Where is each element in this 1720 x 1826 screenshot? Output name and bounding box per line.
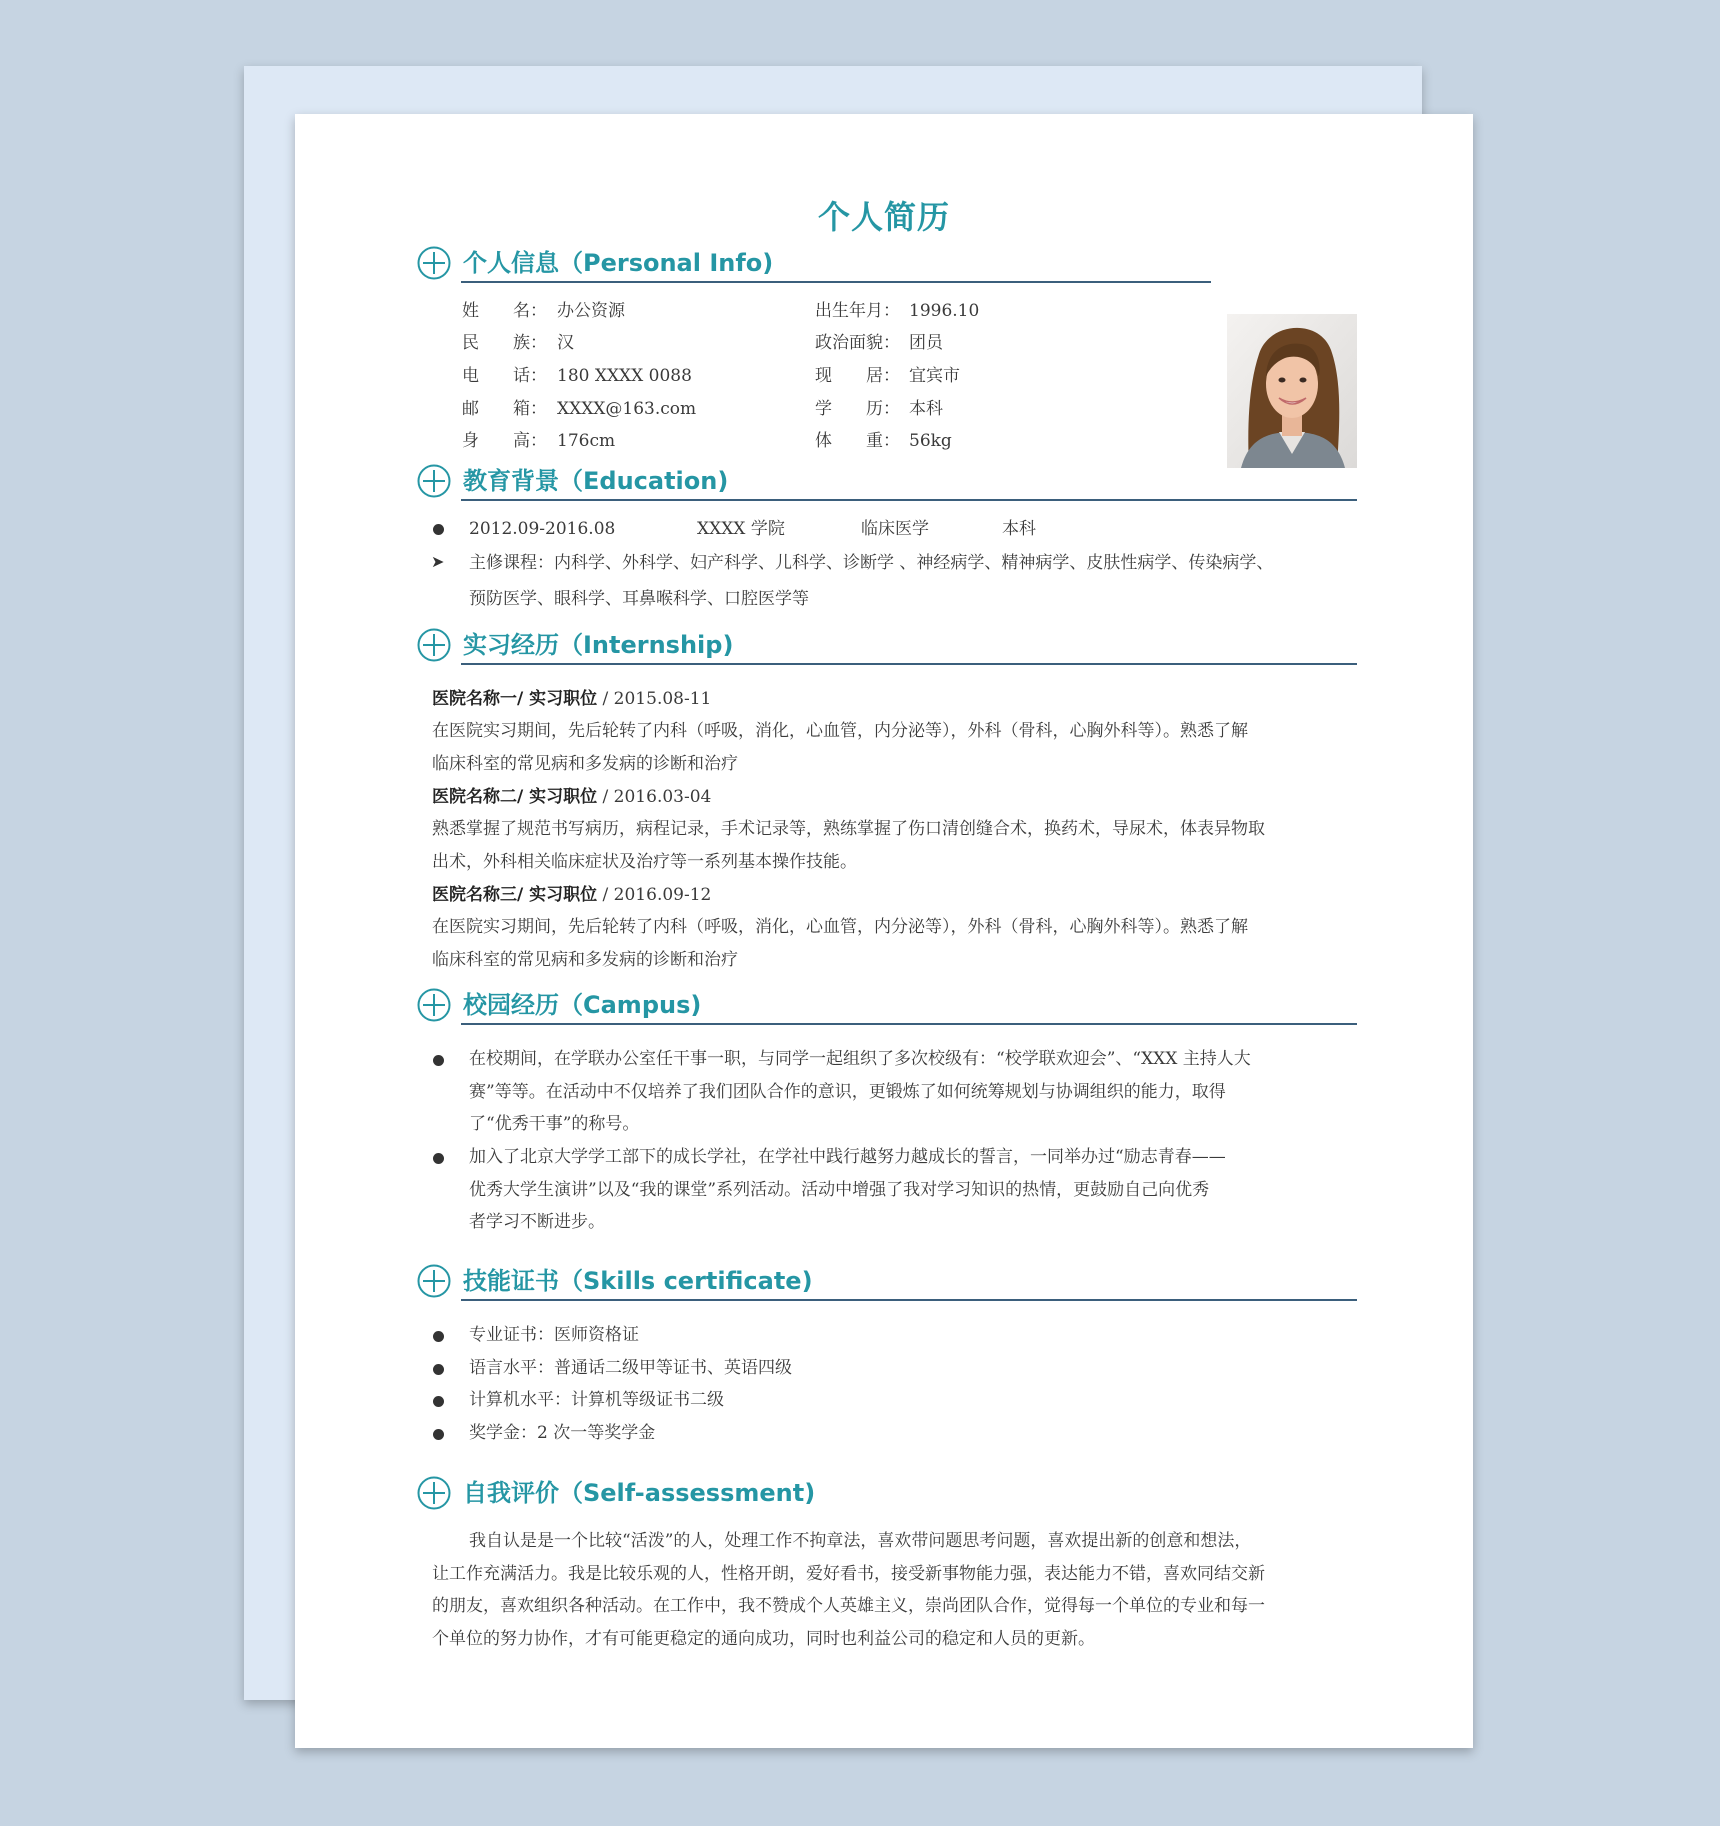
internship-date: / 2016.09-12 xyxy=(597,885,712,905)
label-residence: 现 居： xyxy=(815,366,900,386)
value-weight: 56kg xyxy=(909,431,952,451)
campus-item-line: 在校期间，在学联办公室任干事一职，与同学一起组织了多次校级有：“校学联欢迎会”、“XXX 主持人大 xyxy=(469,1049,1251,1069)
page-title: 个人简历 xyxy=(817,198,950,236)
internship-title: 医院名称三/ 实习职位 xyxy=(432,885,598,905)
edu-school: XXXX 学院 xyxy=(697,519,785,539)
value-residence: 宜宾市 xyxy=(909,366,960,386)
edu-period: 2012.09-2016.08 xyxy=(469,519,616,539)
section-rule xyxy=(461,499,1357,501)
value-height: 176cm xyxy=(557,431,616,451)
internship-heading xyxy=(432,688,711,710)
value-ethnicity: 汉 xyxy=(557,333,574,353)
circle-plus-icon xyxy=(417,246,451,280)
bullet-icon xyxy=(433,1396,444,1407)
internship-heading xyxy=(432,884,711,906)
value-political: 团员 xyxy=(909,333,943,353)
value-education-level: 本科 xyxy=(909,399,943,419)
section-title: 校园经历（Campus) xyxy=(463,991,702,1019)
internship-title: 医院名称二/ 实习职位 xyxy=(432,787,598,807)
bullet-icon xyxy=(433,1429,444,1440)
circle-plus-icon xyxy=(417,628,451,662)
campus-item-line: 赛”等等。在活动中不仅培养了我们团队合作的意识，更锻炼了如何统筹规划与协调组织的能力，取得 xyxy=(469,1082,1226,1102)
bullet-icon xyxy=(433,1153,444,1164)
edu-major: 临床医学 xyxy=(861,519,929,539)
internship-date: / 2015.08-11 xyxy=(597,689,712,709)
section-title: 实习经历（Internship) xyxy=(463,631,734,659)
skill-item: 奖学金：2 次一等奖学金 xyxy=(469,1423,656,1443)
campus-item-line: 加入了北京大学学工部下的成长学社，在学社中践行越努力越成长的誓言，一同举办过“励志青春—— xyxy=(469,1147,1226,1167)
circle-plus-icon xyxy=(417,1264,451,1298)
self-assessment-line: 个单位的努力协作，才有可能更稳定的通向成功，同时也利益公司的稳定和人员的更新。 xyxy=(432,1629,1095,1649)
skill-item: 计算机水平：计算机等级证书二级 xyxy=(469,1390,724,1410)
section-rule xyxy=(461,1299,1357,1301)
circle-plus-icon xyxy=(417,464,451,498)
portrait-photo xyxy=(1227,314,1357,468)
skill-item: 专业证书：医师资格证 xyxy=(469,1325,639,1345)
self-assessment-line: 的朋友，喜欢组织各种活动。在工作中，我不赞成个人英雄主义，崇尚团队合作，觉得每一个单位的专业和每一 xyxy=(432,1596,1265,1616)
value-email: XXXX@163.com xyxy=(557,399,697,419)
label-email: 邮 箱： xyxy=(462,399,547,419)
internship-date: / 2016.03-04 xyxy=(597,787,712,807)
label-phone: 电 话： xyxy=(462,366,547,386)
label-ethnicity: 民 族： xyxy=(462,333,547,353)
edu-courses-line1: 主修课程：内科学、外科学、妇产科学、儿科学、诊断学 、神经病学、精神病学、皮肤性病学、传染病学、 xyxy=(469,553,1274,573)
campus-item-line: 者学习不断进步。 xyxy=(469,1212,605,1232)
internship-desc: 熟悉掌握了规范书写病历，病程记录，手术记录等，熟练掌握了伤口清创缝合术，换药术，导尿术，体表异物取 xyxy=(432,819,1265,839)
section-title: 教育背景（Education) xyxy=(463,467,729,495)
circle-plus-icon xyxy=(417,988,451,1022)
bullet-icon xyxy=(433,1331,444,1342)
campus-item-line: 优秀大学生演讲”以及“我的课堂”系列活动。活动中增强了我对学习知识的热情，更鼓励自己向优秀 xyxy=(469,1180,1210,1200)
internship-desc: 临床科室的常见病和多发病的诊断和治疗 xyxy=(432,950,738,970)
section-rule xyxy=(461,281,1211,283)
internship-desc: 在医院实习期间，先后轮转了内科（呼吸，消化，心血管，内分泌等），外科（骨科，心胸外科等）。熟悉了解 xyxy=(432,721,1248,741)
circle-plus-icon xyxy=(417,1476,451,1510)
value-birth: 1996.10 xyxy=(909,301,980,321)
section-rule xyxy=(461,663,1357,665)
internship-desc: 出术，外科相关临床症状及治疗等一系列基本操作技能。 xyxy=(432,852,857,872)
section-title: 自我评价（Self-assessment) xyxy=(463,1479,816,1507)
bullet-icon xyxy=(433,1055,444,1066)
internship-heading xyxy=(432,786,711,808)
internship-desc: 临床科室的常见病和多发病的诊断和治疗 xyxy=(432,754,738,774)
section-title: 个人信息（Personal Info) xyxy=(463,249,774,277)
label-political: 政治面貌： xyxy=(815,333,900,353)
section-title: 技能证书（Skills certificate) xyxy=(463,1267,813,1295)
self-assessment-line: 让工作充满活力。我是比较乐观的人，性格开朗，爱好看书，接受新事物能力强，表达能力不错，喜欢同结交新 xyxy=(432,1564,1265,1584)
label-birth: 出生年月： xyxy=(815,301,900,321)
campus-item-line: 了“优秀干事”的称号。 xyxy=(469,1114,640,1134)
label-name: 姓 名： xyxy=(462,301,547,321)
self-assessment-line: 我自认是是一个比较“活泼”的人，处理工作不拘章法，喜欢带问题思考问题，喜欢提出新的创意和想法， xyxy=(469,1531,1252,1551)
edu-degree: 本科 xyxy=(1002,519,1036,539)
bullet-icon xyxy=(433,524,444,535)
resume-page xyxy=(295,114,1473,1748)
arrow-bullet-icon: ➤ xyxy=(431,552,445,571)
label-weight: 体 重： xyxy=(815,431,900,451)
bullet-icon xyxy=(433,1364,444,1375)
value-name: 办公资源 xyxy=(557,301,625,321)
value-phone: 180 XXXX 0088 xyxy=(557,366,692,386)
section-rule xyxy=(461,1023,1357,1025)
internship-title: 医院名称一/ 实习职位 xyxy=(432,689,598,709)
skill-item: 语言水平：普通话二级甲等证书、英语四级 xyxy=(469,1358,792,1378)
edu-courses-line2: 预防医学、眼科学、耳鼻喉科学、口腔医学等 xyxy=(469,589,809,609)
label-height: 身 高： xyxy=(462,431,547,451)
label-education-level: 学 历： xyxy=(815,399,900,419)
internship-desc: 在医院实习期间，先后轮转了内科（呼吸，消化，心血管，内分泌等），外科（骨科，心胸外科等）。熟悉了解 xyxy=(432,917,1248,937)
